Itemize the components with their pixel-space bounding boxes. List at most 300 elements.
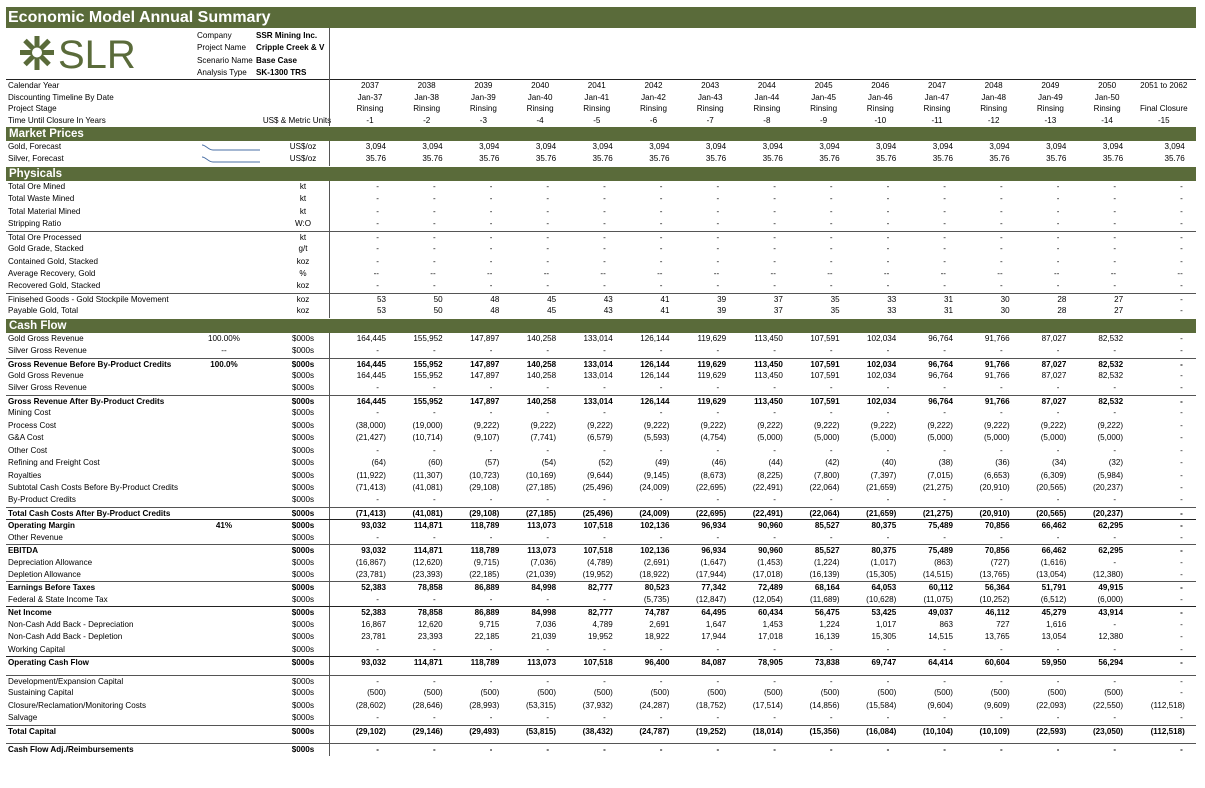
value-cell: (64) bbox=[371, 458, 386, 468]
divider bbox=[329, 712, 330, 724]
value-cell: (21,659) bbox=[866, 508, 897, 518]
value-cell: 3,094 bbox=[1102, 142, 1124, 151]
value-cell: 45,279 bbox=[1041, 608, 1067, 618]
header-cell: -8 bbox=[763, 115, 771, 125]
header-cell: -6 bbox=[649, 115, 658, 125]
row-label: Other Revenue bbox=[8, 532, 63, 542]
value-cell: - bbox=[943, 281, 946, 291]
value-cell: 39 bbox=[717, 306, 727, 316]
value-cell: 7,036 bbox=[535, 619, 557, 629]
value-cell: - bbox=[1113, 219, 1117, 229]
meta-value: SSR Mining Inc. bbox=[256, 31, 318, 40]
value-cell: (5,000) bbox=[927, 433, 953, 443]
value-cell: 80,523 bbox=[644, 583, 670, 593]
table-row bbox=[6, 494, 1196, 506]
value-cell: - bbox=[546, 281, 550, 291]
value-cell: 140,258 bbox=[526, 333, 557, 343]
value-cell: (28,602) bbox=[355, 700, 386, 710]
value-cell: (6,309) bbox=[1040, 470, 1067, 480]
value-cell: (32) bbox=[1108, 458, 1124, 468]
value-cell: - bbox=[489, 745, 493, 755]
value-cell: - bbox=[773, 408, 776, 418]
divider bbox=[329, 445, 330, 457]
value-cell: - bbox=[546, 594, 550, 604]
value-cell: - bbox=[1180, 688, 1183, 698]
value-cell: -- bbox=[883, 268, 890, 278]
divider bbox=[329, 396, 330, 407]
header-row bbox=[6, 103, 1196, 115]
value-cell: - bbox=[716, 181, 720, 191]
value-cell: (1,453) bbox=[757, 557, 783, 567]
value-cell: 19,952 bbox=[588, 632, 613, 642]
value-cell: - bbox=[773, 232, 776, 242]
header-cell: Jan-50 bbox=[1094, 92, 1120, 102]
row-label: By-Product Credits bbox=[8, 495, 76, 505]
table-row bbox=[6, 532, 1196, 544]
value-cell: (10,104) bbox=[922, 726, 953, 736]
value-cell: - bbox=[376, 219, 379, 229]
value-cell: (9,222) bbox=[984, 420, 1010, 430]
value-cell: 13,765 bbox=[984, 632, 1010, 642]
value-cell: 23,393 bbox=[417, 632, 443, 642]
value-cell: 22,185 bbox=[474, 632, 500, 642]
value-cell: - bbox=[773, 383, 776, 393]
value-cell: -- bbox=[1054, 268, 1060, 278]
value-cell: (27,185) bbox=[525, 482, 557, 492]
divider bbox=[329, 193, 330, 205]
value-cell: - bbox=[603, 194, 606, 204]
table-row bbox=[6, 519, 1196, 531]
value-cell: 31 bbox=[943, 306, 953, 316]
value-cell: 35.76 bbox=[989, 154, 1010, 164]
divider bbox=[329, 206, 330, 218]
header-cell: Jan-39 bbox=[471, 92, 496, 102]
value-cell: 863 bbox=[939, 619, 953, 629]
value-cell: - bbox=[716, 256, 720, 266]
value-cell: 80,375 bbox=[871, 521, 897, 531]
value-cell: 113,073 bbox=[527, 521, 557, 531]
value-cell: - bbox=[999, 181, 1003, 191]
value-cell: - bbox=[1113, 281, 1117, 291]
value-cell: - bbox=[829, 281, 833, 291]
value-cell: - bbox=[999, 206, 1003, 216]
value-cell: (20,910) bbox=[979, 508, 1010, 518]
value-cell: (22,185) bbox=[469, 570, 500, 579]
unit-label: $000s bbox=[291, 676, 315, 686]
value-cell: 147,897 bbox=[470, 371, 500, 380]
value-cell: (28,646) bbox=[412, 700, 443, 710]
value-cell: (16,139) bbox=[809, 570, 840, 579]
value-cell: (9,604) bbox=[927, 700, 953, 710]
value-cell: (9,222) bbox=[700, 420, 727, 430]
value-cell: - bbox=[1180, 557, 1183, 567]
value-cell: - bbox=[659, 644, 663, 654]
section-header: Physicals bbox=[6, 167, 1196, 181]
divider bbox=[329, 345, 330, 357]
value-cell: 35.76 bbox=[365, 154, 386, 164]
value-cell: - bbox=[1056, 408, 1060, 418]
value-cell: - bbox=[376, 713, 379, 723]
value-cell: 90,960 bbox=[758, 521, 783, 531]
meta-key: Company bbox=[197, 31, 232, 40]
value-cell: - bbox=[376, 445, 379, 455]
value-cell: - bbox=[659, 281, 663, 291]
value-cell: - bbox=[1180, 745, 1183, 755]
header-cell: 2046 bbox=[871, 81, 890, 90]
value-cell: (20,565) bbox=[1036, 482, 1067, 492]
divider bbox=[329, 631, 330, 643]
value-cell: - bbox=[376, 495, 379, 505]
value-cell: - bbox=[829, 206, 833, 216]
value-cell: 45 bbox=[547, 294, 557, 304]
value-cell: - bbox=[943, 532, 946, 542]
divider bbox=[329, 532, 330, 544]
header-cell: -7 bbox=[706, 115, 714, 125]
table-row bbox=[6, 687, 1196, 699]
value-cell: - bbox=[716, 713, 720, 723]
unit-label: $000s bbox=[291, 371, 315, 380]
header-cell: Jan-44 bbox=[754, 92, 780, 102]
value-cell: 46,112 bbox=[985, 608, 1010, 618]
header-cell: 2051 to 2062 bbox=[1140, 81, 1188, 90]
value-cell: (5,000) bbox=[813, 433, 840, 443]
meta-value: Base Case bbox=[256, 55, 297, 65]
value-cell: (1,647) bbox=[700, 557, 727, 567]
divider bbox=[329, 232, 330, 243]
row-label: Depletion Allowance bbox=[8, 570, 81, 579]
value-cell: 18,922 bbox=[644, 632, 670, 642]
value-cell: (21,427) bbox=[355, 433, 386, 443]
value-cell: - bbox=[432, 206, 436, 216]
value-cell: - bbox=[829, 256, 833, 266]
value-cell: 3,094 bbox=[819, 142, 840, 151]
unit-label: koz bbox=[296, 281, 310, 291]
value-cell: (20,565) bbox=[1036, 508, 1067, 518]
value-cell: (7,800) bbox=[813, 470, 840, 480]
value-cell: 82,532 bbox=[1098, 396, 1124, 406]
value-cell: - bbox=[1113, 676, 1117, 686]
section-grid bbox=[6, 181, 1196, 318]
value-cell: 78,858 bbox=[417, 583, 443, 593]
value-cell: 21,039 bbox=[531, 632, 557, 642]
table-row bbox=[6, 420, 1196, 432]
value-cell: 35.76 bbox=[819, 154, 840, 164]
value-cell: (5,000) bbox=[757, 433, 783, 443]
summary-sheet bbox=[6, 7, 1196, 756]
value-cell: - bbox=[1113, 532, 1117, 542]
unit-label: % bbox=[299, 268, 307, 278]
value-cell: - bbox=[886, 232, 890, 242]
row-label: Non-Cash Add Back - Depreciation bbox=[8, 619, 134, 629]
value-cell: - bbox=[1113, 557, 1117, 567]
value-cell: 91,766 bbox=[984, 396, 1010, 406]
value-cell: 126,144 bbox=[640, 359, 670, 369]
unit-label: $000s bbox=[291, 408, 315, 418]
value-cell: (5,593) bbox=[643, 433, 670, 443]
unit-label: $000s bbox=[291, 458, 315, 468]
value-cell: - bbox=[603, 206, 606, 216]
value-cell: 14,515 bbox=[928, 632, 953, 642]
value-cell: 113,450 bbox=[754, 333, 783, 343]
value-cell: (15,584) bbox=[866, 700, 897, 710]
table-row bbox=[6, 569, 1196, 581]
unit-label: $000s bbox=[291, 608, 315, 618]
divider bbox=[329, 243, 330, 255]
value-cell: - bbox=[829, 445, 833, 455]
value-cell: 84,998 bbox=[531, 608, 557, 618]
divider bbox=[329, 744, 330, 755]
value-cell: (500) bbox=[763, 688, 783, 698]
value-cell: - bbox=[603, 219, 606, 229]
unit-label: $000s bbox=[291, 726, 315, 736]
value-cell: 113,073 bbox=[527, 546, 557, 556]
slr-logo-icon bbox=[14, 34, 194, 74]
table-row bbox=[6, 445, 1196, 457]
value-cell: (5,000) bbox=[870, 433, 897, 443]
row-label: Average Recovery, Gold bbox=[8, 268, 96, 278]
value-cell: (112,518) bbox=[1150, 700, 1185, 710]
value-cell: - bbox=[1113, 619, 1117, 629]
table-row bbox=[6, 141, 1196, 153]
table-row bbox=[6, 644, 1196, 656]
divider bbox=[329, 482, 330, 494]
value-cell: - bbox=[773, 181, 776, 191]
divider bbox=[329, 644, 330, 656]
value-cell: - bbox=[489, 206, 493, 216]
value-cell: - bbox=[603, 244, 606, 254]
value-cell: - bbox=[1180, 219, 1183, 229]
unit-label: US$/oz bbox=[289, 154, 317, 164]
value-cell: - bbox=[376, 745, 379, 755]
row-label: Total Capital bbox=[8, 726, 56, 736]
value-cell: - bbox=[1056, 194, 1060, 204]
value-cell: - bbox=[1180, 181, 1183, 191]
value-cell: 96,764 bbox=[928, 359, 953, 369]
unit-label: $000s bbox=[291, 557, 315, 567]
value-cell: (6,512) bbox=[1040, 594, 1067, 604]
value-cell: - bbox=[603, 644, 606, 654]
value-cell: 102,034 bbox=[867, 396, 897, 406]
row-label: Sustaining Capital bbox=[8, 688, 74, 698]
value-cell: (53,815) bbox=[525, 726, 557, 736]
value-cell: - bbox=[659, 745, 663, 755]
value-cell: 107,518 bbox=[583, 546, 613, 556]
value-cell: (9,222) bbox=[757, 420, 783, 430]
value-cell: 35.76 bbox=[1102, 154, 1124, 164]
value-cell: - bbox=[376, 244, 379, 254]
value-cell: 35.76 bbox=[762, 154, 783, 164]
value-cell: (21,275) bbox=[922, 508, 953, 518]
value-cell: - bbox=[1180, 508, 1183, 518]
divider bbox=[329, 594, 330, 606]
sheet-title: Economic Model Annual Summary bbox=[6, 7, 1196, 28]
value-cell: 35.76 bbox=[1046, 154, 1067, 164]
value-cell: 126,144 bbox=[640, 333, 670, 343]
value-cell: - bbox=[1113, 445, 1117, 455]
value-cell: (500) bbox=[707, 688, 727, 698]
divider bbox=[329, 687, 330, 699]
value-cell: 82,777 bbox=[588, 608, 613, 618]
unit-label: kt bbox=[299, 206, 307, 216]
value-cell: 17,944 bbox=[701, 632, 727, 642]
value-cell: - bbox=[1180, 676, 1183, 686]
value-cell: 35.76 bbox=[649, 154, 670, 164]
value-cell: (500) bbox=[820, 688, 840, 698]
header-block bbox=[6, 28, 1196, 80]
row-label: Time Until Closure In Years bbox=[8, 115, 106, 125]
value-cell: - bbox=[716, 206, 720, 216]
value-cell: - bbox=[432, 232, 436, 242]
header-cell: Jan-38 bbox=[414, 92, 440, 102]
value-cell: - bbox=[886, 383, 890, 393]
value-cell: - bbox=[1113, 244, 1117, 254]
value-cell: (8,225) bbox=[757, 470, 783, 480]
value-cell: - bbox=[773, 256, 776, 266]
value-cell: - bbox=[716, 644, 720, 654]
value-cell: 66,462 bbox=[1041, 546, 1067, 556]
percent-label: 100.00% bbox=[208, 333, 240, 343]
unit-label: kt bbox=[299, 232, 307, 242]
row-label: Contained Gold, Stacked bbox=[8, 256, 98, 266]
table-row bbox=[6, 675, 1196, 687]
value-cell: - bbox=[546, 644, 550, 654]
value-cell: - bbox=[1113, 346, 1117, 356]
table-row bbox=[6, 370, 1196, 382]
value-cell: 82,777 bbox=[588, 583, 613, 593]
unit-label: $000s bbox=[291, 594, 315, 604]
value-cell: (5,984) bbox=[1097, 470, 1124, 480]
value-cell: - bbox=[1180, 256, 1183, 266]
header-row bbox=[6, 92, 1196, 104]
table-row bbox=[6, 358, 1196, 370]
value-cell: (6,000) bbox=[1097, 594, 1124, 604]
value-cell: - bbox=[999, 281, 1003, 291]
value-cell: - bbox=[943, 445, 946, 455]
value-cell: (22,550) bbox=[1092, 700, 1124, 710]
value-cell: 43 bbox=[603, 294, 613, 304]
value-cell: - bbox=[886, 676, 890, 686]
value-cell: (500) bbox=[934, 688, 953, 698]
value-cell: (10,714) bbox=[412, 433, 443, 443]
value-cell: - bbox=[603, 346, 606, 356]
header-cell: 2044 bbox=[757, 81, 776, 90]
value-cell: (57) bbox=[484, 458, 500, 468]
value-cell: (500) bbox=[650, 688, 670, 698]
value-cell: - bbox=[489, 532, 493, 542]
value-cell: - bbox=[1180, 619, 1183, 629]
value-cell: 140,258 bbox=[526, 359, 557, 369]
table-row bbox=[6, 231, 1196, 243]
row-label: Stripping Ratio bbox=[8, 219, 62, 229]
divider bbox=[329, 607, 330, 618]
header-cell: Jan-46 bbox=[867, 92, 893, 102]
table-row bbox=[6, 619, 1196, 631]
value-cell: (11,922) bbox=[356, 470, 386, 480]
value-cell: 3,094 bbox=[876, 142, 897, 151]
value-cell: - bbox=[546, 408, 550, 418]
unit-label: $000s bbox=[291, 420, 315, 430]
row-label: Gold Gross Revenue bbox=[8, 371, 84, 380]
value-cell: 3,094 bbox=[1164, 142, 1185, 151]
value-cell: 1,453 bbox=[762, 619, 783, 629]
value-cell: (7,015) bbox=[927, 470, 953, 480]
value-cell: - bbox=[1056, 495, 1060, 505]
value-cell: 48 bbox=[490, 306, 500, 316]
value-cell: 28 bbox=[1057, 306, 1067, 316]
value-cell: - bbox=[489, 194, 493, 204]
value-cell: - bbox=[829, 676, 833, 686]
table-row bbox=[6, 305, 1196, 317]
value-cell: - bbox=[546, 532, 550, 542]
value-cell: - bbox=[829, 408, 833, 418]
value-cell: 56,294 bbox=[1098, 658, 1124, 668]
value-cell: 53 bbox=[376, 306, 386, 316]
row-label: Subtotal Cash Costs Before By-Product Credits bbox=[8, 482, 179, 492]
value-cell: - bbox=[1113, 408, 1117, 418]
value-cell: - bbox=[1180, 458, 1183, 468]
row-label: Total Material Mined bbox=[8, 206, 81, 216]
value-cell: 49,915 bbox=[1098, 583, 1124, 593]
meta-row bbox=[197, 42, 332, 54]
value-cell: 3,094 bbox=[365, 142, 386, 151]
value-cell: (29,102) bbox=[355, 726, 386, 736]
value-cell: - bbox=[546, 256, 550, 266]
value-cell: - bbox=[432, 594, 436, 604]
value-cell: (25,496) bbox=[582, 482, 613, 492]
value-cell: (500) bbox=[537, 688, 557, 698]
value-cell: - bbox=[1056, 676, 1060, 686]
value-cell: (9,644) bbox=[587, 470, 613, 480]
value-cell: 60,112 bbox=[928, 583, 953, 593]
header-cell: Rinsing bbox=[1036, 104, 1064, 113]
table-row bbox=[6, 507, 1196, 519]
table-row bbox=[6, 470, 1196, 482]
value-cell: - bbox=[716, 346, 720, 356]
value-cell: - bbox=[1180, 658, 1183, 668]
value-cell: -- bbox=[657, 268, 663, 278]
value-cell: (7,036) bbox=[530, 557, 557, 567]
value-cell: 48 bbox=[490, 294, 500, 304]
value-cell: - bbox=[376, 644, 379, 654]
value-cell: - bbox=[886, 244, 890, 254]
value-cell: (20,237) bbox=[1092, 482, 1124, 492]
value-cell: (22,593) bbox=[1036, 726, 1067, 736]
value-cell: (23,050) bbox=[1092, 726, 1124, 736]
divider bbox=[329, 268, 330, 280]
value-cell: (9,222) bbox=[813, 420, 840, 430]
value-cell: - bbox=[432, 346, 436, 356]
value-cell: - bbox=[1180, 521, 1183, 531]
value-cell: 96,764 bbox=[928, 371, 953, 380]
value-cell: - bbox=[886, 194, 890, 204]
value-cell: 126,144 bbox=[640, 396, 670, 406]
divider bbox=[329, 28, 330, 81]
value-cell: - bbox=[943, 346, 946, 356]
unit-label: US$ & Metric Units bbox=[262, 115, 332, 125]
unit-label: $000s bbox=[291, 619, 315, 629]
value-cell: (28,993) bbox=[469, 700, 500, 710]
value-cell: - bbox=[546, 713, 550, 723]
value-cell: - bbox=[432, 495, 436, 505]
header-cell: Jan-37 bbox=[357, 92, 383, 102]
value-cell: 126,144 bbox=[640, 371, 670, 380]
header-cell: 2038 bbox=[417, 81, 436, 90]
header-row bbox=[6, 115, 1196, 127]
value-cell: (17,514) bbox=[752, 700, 783, 710]
value-cell: 155,952 bbox=[413, 396, 443, 406]
unit-label: $000s bbox=[291, 632, 315, 642]
divider bbox=[329, 141, 330, 153]
